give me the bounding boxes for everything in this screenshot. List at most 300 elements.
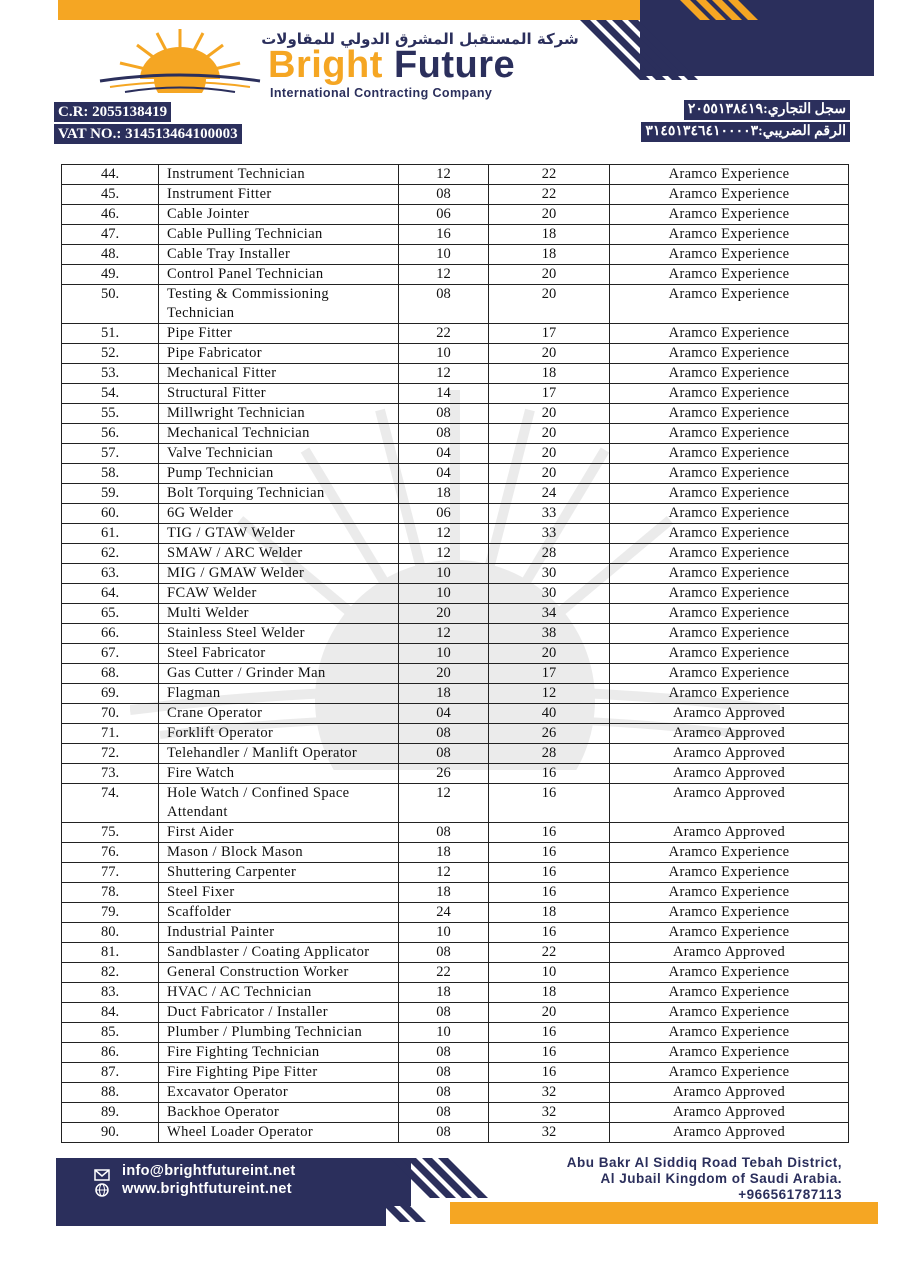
table-row [62, 923, 849, 943]
footer-phone: +966561787113 [738, 1187, 842, 1202]
requirement-cell: Aramco Experience [610, 1063, 849, 1083]
table-row [62, 823, 849, 843]
requirement-cell: Aramco Approved [610, 764, 849, 784]
position-name-cell: Mason / Block Mason [159, 843, 399, 863]
footer-address [470, 1155, 842, 1203]
requirement-cell: Aramco Experience [610, 384, 849, 404]
table-row [62, 744, 849, 764]
position-name-cell: Flagman [159, 684, 399, 704]
quantity-cell: 04 [399, 704, 489, 724]
quantity-cell: 10 [399, 644, 489, 664]
quantity-cell: 08 [399, 1063, 489, 1083]
table-row [62, 384, 849, 404]
quantity-cell: 10 [399, 1023, 489, 1043]
table-row [62, 185, 849, 205]
table-row [62, 664, 849, 684]
position-name-cell: Stainless Steel Welder [159, 624, 399, 644]
requirement-cell: Aramco Experience [610, 524, 849, 544]
table-row [62, 205, 849, 225]
requirement-cell: Aramco Experience [610, 424, 849, 444]
position-name-cell: MIG / GMAW Welder [159, 564, 399, 584]
row-number-cell: 88. [62, 1083, 159, 1103]
requirement-cell: Aramco Approved [610, 744, 849, 764]
row-number-cell: 51. [62, 324, 159, 344]
age-cell: 22 [489, 185, 610, 205]
quantity-cell: 12 [399, 265, 489, 285]
row-number-cell: 63. [62, 564, 159, 584]
row-number-cell: 45. [62, 185, 159, 205]
position-name-cell: HVAC / AC Technician [159, 983, 399, 1003]
requirement-cell: Aramco Approved [610, 823, 849, 843]
age-cell: 16 [489, 1023, 610, 1043]
vat-number: VAT NO.: 314513464100003 [54, 124, 242, 144]
row-number-cell: 90. [62, 1123, 159, 1143]
table-row [62, 424, 849, 444]
row-number-cell: 89. [62, 1103, 159, 1123]
table-row [62, 504, 849, 524]
requirement-cell: Aramco Experience [610, 245, 849, 265]
vat-number-arabic: الرقم الضريبي:٣١٤٥١٣٤٦٤١٠٠٠٠٣ [641, 122, 850, 142]
row-number-cell: 80. [62, 923, 159, 943]
quantity-cell: 08 [399, 424, 489, 444]
requirement-cell: Aramco Approved [610, 784, 849, 823]
quantity-cell: 04 [399, 444, 489, 464]
table-row [62, 963, 849, 983]
requirement-cell: Aramco Experience [610, 285, 849, 324]
quantity-cell: 08 [399, 1003, 489, 1023]
age-cell: 20 [489, 205, 610, 225]
requirement-cell: Aramco Experience [610, 484, 849, 504]
table-row [62, 464, 849, 484]
table-row [62, 943, 849, 963]
age-cell: 28 [489, 744, 610, 764]
requirement-cell: Aramco Approved [610, 943, 849, 963]
age-cell: 16 [489, 823, 610, 843]
age-cell: 20 [489, 1003, 610, 1023]
table-row [62, 1003, 849, 1023]
age-cell: 18 [489, 903, 610, 923]
position-name-cell: Steel Fixer [159, 883, 399, 903]
position-name-cell: General Construction Worker [159, 963, 399, 983]
age-cell: 30 [489, 564, 610, 584]
requirement-cell: Aramco Experience [610, 644, 849, 664]
row-number-cell: 44. [62, 165, 159, 185]
position-name-cell: Telehandler / Manlift Operator [159, 744, 399, 764]
row-number-cell: 70. [62, 704, 159, 724]
quantity-cell: 04 [399, 464, 489, 484]
age-cell: 16 [489, 1063, 610, 1083]
company-tagline: International Contracting Company [270, 86, 493, 100]
table-row [62, 265, 849, 285]
table-row [62, 165, 849, 185]
position-name-cell: Control Panel Technician [159, 265, 399, 285]
table-row [62, 564, 849, 584]
requirement-cell: Aramco Experience [610, 265, 849, 285]
requirement-cell: Aramco Experience [610, 504, 849, 524]
quantity-cell: 12 [399, 863, 489, 883]
table-row [62, 364, 849, 384]
quantity-cell: 10 [399, 584, 489, 604]
row-number-cell: 72. [62, 744, 159, 764]
row-number-cell: 60. [62, 504, 159, 524]
quantity-cell: 16 [399, 225, 489, 245]
quantity-cell: 24 [399, 903, 489, 923]
requirement-cell: Aramco Approved [610, 1103, 849, 1123]
table-row [62, 784, 849, 823]
position-name-cell: Pump Technician [159, 464, 399, 484]
table-row [62, 285, 849, 324]
row-number-cell: 71. [62, 724, 159, 744]
position-name-cell: Valve Technician [159, 444, 399, 464]
position-name-cell: SMAW / ARC Welder [159, 544, 399, 564]
cr-number-arabic: سجل التجاري:٢٠٥٥١٣٨٤١٩ [684, 100, 850, 120]
table-row [62, 524, 849, 544]
table-row [62, 344, 849, 364]
position-name-cell: Cable Pulling Technician [159, 225, 399, 245]
position-name-cell: Fire Fighting Pipe Fitter [159, 1063, 399, 1083]
row-number-cell: 52. [62, 344, 159, 364]
position-name-cell: Bolt Torquing Technician [159, 484, 399, 504]
row-number-cell: 64. [62, 584, 159, 604]
age-cell: 32 [489, 1083, 610, 1103]
table-row [62, 324, 849, 344]
position-name-cell: Mechanical Technician [159, 424, 399, 444]
position-name-cell: Instrument Technician [159, 165, 399, 185]
table-row [62, 883, 849, 903]
position-name-cell: First Aider [159, 823, 399, 843]
table-row [62, 863, 849, 883]
position-name-cell: Excavator Operator [159, 1083, 399, 1103]
age-cell: 20 [489, 265, 610, 285]
row-number-cell: 75. [62, 823, 159, 843]
position-name-cell: Industrial Painter [159, 923, 399, 943]
age-cell: 20 [489, 344, 610, 364]
position-name-cell: Cable Jointer [159, 205, 399, 225]
quantity-cell: 18 [399, 684, 489, 704]
age-cell: 20 [489, 424, 610, 444]
quantity-cell: 08 [399, 744, 489, 764]
quantity-cell: 18 [399, 983, 489, 1003]
header-stripes [560, 0, 890, 80]
requirement-cell: Aramco Approved [610, 704, 849, 724]
quantity-cell: 20 [399, 664, 489, 684]
requirement-cell: Aramco Experience [610, 364, 849, 384]
table-row [62, 1043, 849, 1063]
quantity-cell: 08 [399, 823, 489, 843]
quantity-cell: 20 [399, 604, 489, 624]
age-cell: 16 [489, 1043, 610, 1063]
age-cell: 32 [489, 1123, 610, 1143]
position-name-cell: Backhoe Operator [159, 1103, 399, 1123]
position-name-cell: Mechanical Fitter [159, 364, 399, 384]
age-cell: 16 [489, 843, 610, 863]
quantity-cell: 10 [399, 923, 489, 943]
age-cell: 34 [489, 604, 610, 624]
table-row [62, 1123, 849, 1143]
requirement-cell: Aramco Experience [610, 324, 849, 344]
footer-website[interactable]: www.brightfutureint.net [122, 1181, 292, 1197]
requirement-cell: Aramco Experience [610, 664, 849, 684]
row-number-cell: 47. [62, 225, 159, 245]
row-number-cell: 85. [62, 1023, 159, 1043]
row-number-cell: 83. [62, 983, 159, 1003]
footer-orange-band [450, 1202, 878, 1224]
age-cell: 28 [489, 544, 610, 564]
requirement-cell: Aramco Experience [610, 344, 849, 364]
brand-word-future: Future [393, 44, 516, 86]
table-row [62, 764, 849, 784]
position-name-cell: Shuttering Carpenter [159, 863, 399, 883]
requirement-cell: Aramco Experience [610, 404, 849, 424]
table-row [62, 644, 849, 664]
table-row [62, 604, 849, 624]
requirement-cell: Aramco Experience [610, 584, 849, 604]
quantity-cell: 08 [399, 404, 489, 424]
position-name-cell: Sandblaster / Coating Applicator [159, 943, 399, 963]
company-arabic-name: شركة المستقبل المشرق الدولي للمقاولات [261, 30, 579, 48]
row-number-cell: 78. [62, 883, 159, 903]
table-row [62, 724, 849, 744]
table-row [62, 444, 849, 464]
quantity-cell: 18 [399, 843, 489, 863]
row-number-cell: 68. [62, 664, 159, 684]
row-number-cell: 55. [62, 404, 159, 424]
quantity-cell: 10 [399, 344, 489, 364]
age-cell: 10 [489, 963, 610, 983]
row-number-cell: 73. [62, 764, 159, 784]
age-cell: 18 [489, 364, 610, 384]
age-cell: 18 [489, 225, 610, 245]
row-number-cell: 74. [62, 784, 159, 823]
row-number-cell: 77. [62, 863, 159, 883]
requirement-cell: Aramco Experience [610, 205, 849, 225]
company-brand [268, 44, 515, 87]
row-number-cell: 84. [62, 1003, 159, 1023]
row-number-cell: 53. [62, 364, 159, 384]
requirement-cell: Aramco Experience [610, 1003, 849, 1023]
row-number-cell: 50. [62, 285, 159, 324]
age-cell: 38 [489, 624, 610, 644]
footer-address-line2: Al Jubail Kingdom of Saudi Arabia. [600, 1171, 842, 1186]
footer-contact [98, 1162, 296, 1198]
quantity-cell: 08 [399, 185, 489, 205]
row-number-cell: 79. [62, 903, 159, 923]
position-name-cell: FCAW Welder [159, 584, 399, 604]
age-cell: 20 [489, 404, 610, 424]
requirement-cell: Aramco Experience [610, 1043, 849, 1063]
row-number-cell: 54. [62, 384, 159, 404]
requirement-cell: Aramco Experience [610, 624, 849, 644]
footer-navy-lower [56, 1206, 386, 1226]
age-cell: 22 [489, 165, 610, 185]
quantity-cell: 12 [399, 524, 489, 544]
age-cell: 16 [489, 863, 610, 883]
requirement-cell: Aramco Experience [610, 444, 849, 464]
quantity-cell: 22 [399, 324, 489, 344]
requirement-cell: Aramco Experience [610, 684, 849, 704]
position-name-cell: Gas Cutter / Grinder Man [159, 664, 399, 684]
row-number-cell: 87. [62, 1063, 159, 1083]
requirement-cell: Aramco Approved [610, 1123, 849, 1143]
quantity-cell: 08 [399, 1043, 489, 1063]
age-cell: 20 [489, 444, 610, 464]
quantity-cell: 12 [399, 784, 489, 823]
table-row [62, 544, 849, 564]
age-cell: 17 [489, 324, 610, 344]
requirement-cell: Aramco Experience [610, 1023, 849, 1043]
quantity-cell: 18 [399, 883, 489, 903]
quantity-cell: 10 [399, 245, 489, 265]
quantity-cell: 14 [399, 384, 489, 404]
positions-table-body [62, 165, 849, 1143]
row-number-cell: 61. [62, 524, 159, 544]
requirement-cell: Aramco Experience [610, 544, 849, 564]
position-name-cell: Pipe Fabricator [159, 344, 399, 364]
position-name-cell: Hole Watch / Confined Space Attendant [159, 784, 399, 823]
age-cell: 40 [489, 704, 610, 724]
age-cell: 18 [489, 245, 610, 265]
requirement-cell: Aramco Experience [610, 185, 849, 205]
requirement-cell: Aramco Experience [610, 863, 849, 883]
requirement-cell: Aramco Experience [610, 225, 849, 245]
table-row [62, 624, 849, 644]
cr-number: C.R: 2055138419 [54, 102, 171, 122]
row-number-cell: 48. [62, 245, 159, 265]
requirement-cell: Aramco Experience [610, 983, 849, 1003]
table-row [62, 245, 849, 265]
table-row [62, 484, 849, 504]
row-number-cell: 69. [62, 684, 159, 704]
table-row [62, 704, 849, 724]
row-number-cell: 65. [62, 604, 159, 624]
position-name-cell: 6G Welder [159, 504, 399, 524]
age-cell: 20 [489, 464, 610, 484]
requirement-cell: Aramco Approved [610, 1083, 849, 1103]
sun-logo-icon [95, 25, 265, 93]
quantity-cell: 08 [399, 1103, 489, 1123]
age-cell: 26 [489, 724, 610, 744]
position-name-cell: Duct Fabricator / Installer [159, 1003, 399, 1023]
quantity-cell: 12 [399, 624, 489, 644]
table-row [62, 1083, 849, 1103]
position-name-cell: Crane Operator [159, 704, 399, 724]
position-name-cell: Cable Tray Installer [159, 245, 399, 265]
age-cell: 33 [489, 524, 610, 544]
table-row [62, 404, 849, 424]
table-row [62, 1063, 849, 1083]
position-name-cell: Structural Fitter [159, 384, 399, 404]
table-row [62, 1103, 849, 1123]
table-row [62, 983, 849, 1003]
age-cell: 30 [489, 584, 610, 604]
row-number-cell: 49. [62, 265, 159, 285]
quantity-cell: 26 [399, 764, 489, 784]
age-cell: 17 [489, 384, 610, 404]
brand-word-bright: Bright [268, 44, 383, 86]
requirement-cell: Aramco Experience [610, 165, 849, 185]
table-row [62, 903, 849, 923]
requirement-cell: Aramco Approved [610, 724, 849, 744]
age-cell: 33 [489, 504, 610, 524]
position-name-cell: Millwright Technician [159, 404, 399, 424]
requirement-cell: Aramco Experience [610, 564, 849, 584]
position-name-cell: TIG / GTAW Welder [159, 524, 399, 544]
quantity-cell: 08 [399, 1123, 489, 1143]
row-number-cell: 57. [62, 444, 159, 464]
position-name-cell: Multi Welder [159, 604, 399, 624]
age-cell: 22 [489, 943, 610, 963]
quantity-cell: 08 [399, 285, 489, 324]
requirement-cell: Aramco Experience [610, 903, 849, 923]
table-row [62, 584, 849, 604]
quantity-cell: 12 [399, 364, 489, 384]
quantity-cell: 10 [399, 564, 489, 584]
row-number-cell: 46. [62, 205, 159, 225]
table-row [62, 225, 849, 245]
position-name-cell: Testing & Commissioning Technician [159, 285, 399, 324]
row-number-cell: 56. [62, 424, 159, 444]
age-cell: 16 [489, 784, 610, 823]
quantity-cell: 08 [399, 724, 489, 744]
table-row [62, 843, 849, 863]
age-cell: 20 [489, 285, 610, 324]
row-number-cell: 62. [62, 544, 159, 564]
row-number-cell: 82. [62, 963, 159, 983]
table-row [62, 1023, 849, 1043]
footer-address-line1: Abu Bakr Al Siddiq Road Tebah District, [566, 1155, 842, 1170]
age-cell: 16 [489, 883, 610, 903]
position-name-cell: Scaffolder [159, 903, 399, 923]
position-name-cell: Instrument Fitter [159, 185, 399, 205]
row-number-cell: 76. [62, 843, 159, 863]
quantity-cell: 06 [399, 205, 489, 225]
requirement-cell: Aramco Experience [610, 883, 849, 903]
footer-email[interactable]: info@brightfutureint.net [122, 1163, 296, 1179]
age-cell: 24 [489, 484, 610, 504]
table-row [62, 684, 849, 704]
row-number-cell: 67. [62, 644, 159, 664]
position-name-cell: Forklift Operator [159, 724, 399, 744]
quantity-cell: 08 [399, 943, 489, 963]
quantity-cell: 06 [399, 504, 489, 524]
age-cell: 16 [489, 764, 610, 784]
position-name-cell: Steel Fabricator [159, 644, 399, 664]
requirement-cell: Aramco Experience [610, 923, 849, 943]
row-number-cell: 66. [62, 624, 159, 644]
quantity-cell: 08 [399, 1083, 489, 1103]
age-cell: 12 [489, 684, 610, 704]
position-name-cell: Fire Watch [159, 764, 399, 784]
quantity-cell: 12 [399, 544, 489, 564]
quantity-cell: 22 [399, 963, 489, 983]
age-cell: 32 [489, 1103, 610, 1123]
quantity-cell: 18 [399, 484, 489, 504]
requirement-cell: Aramco Experience [610, 464, 849, 484]
age-cell: 18 [489, 983, 610, 1003]
position-name-cell: Wheel Loader Operator [159, 1123, 399, 1143]
requirement-cell: Aramco Experience [610, 963, 849, 983]
age-cell: 17 [489, 664, 610, 684]
quantity-cell: 12 [399, 165, 489, 185]
requirement-cell: Aramco Experience [610, 604, 849, 624]
row-number-cell: 59. [62, 484, 159, 504]
row-number-cell: 86. [62, 1043, 159, 1063]
row-number-cell: 58. [62, 464, 159, 484]
age-cell: 16 [489, 923, 610, 943]
position-name-cell: Pipe Fitter [159, 324, 399, 344]
position-name-cell: Fire Fighting Technician [159, 1043, 399, 1063]
positions-table [61, 164, 849, 1143]
